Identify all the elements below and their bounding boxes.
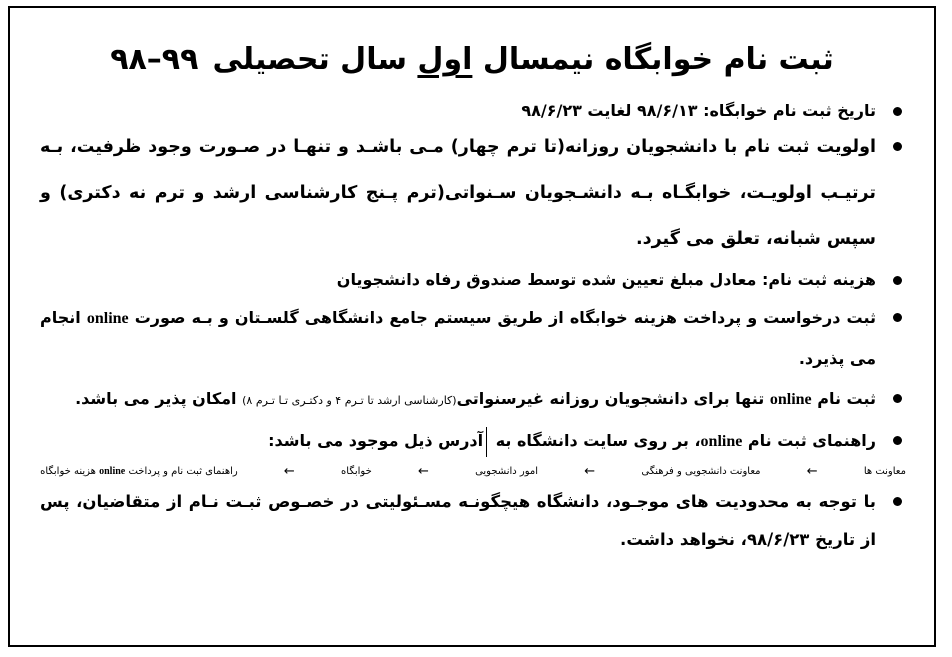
title-underlined-word: اول bbox=[417, 42, 473, 77]
item-text-before: راهنمای ثبت نام bbox=[742, 431, 876, 450]
item-text bbox=[40, 298, 876, 379]
item-text-after: امکان پذیر می باشد. bbox=[75, 389, 243, 408]
path-guide-text: راهنمای ثبت نام و پرداخت bbox=[128, 466, 238, 477]
path-step-deputies: معاونت ها bbox=[863, 466, 906, 477]
arrow-left-icon: ← bbox=[283, 464, 295, 479]
arrow-left-icon: ← bbox=[806, 464, 818, 479]
notice-frame bbox=[8, 6, 936, 647]
path-step-guide bbox=[40, 466, 238, 477]
list-item-registration-date bbox=[40, 98, 906, 124]
path-fee-text: هزینه خوابگاه bbox=[40, 466, 100, 477]
page-title bbox=[30, 38, 914, 88]
item-text-before: ثبت نام bbox=[811, 389, 876, 408]
item-text bbox=[40, 421, 876, 462]
online-word: online bbox=[700, 433, 743, 450]
title-part2: سال تحصیلی bbox=[212, 42, 418, 77]
path-step-student-affairs: امور دانشجویی bbox=[475, 466, 539, 477]
item-text-before: ثبت درخواست و پرداخت هزینه خوابگاه از طریق سیستم جامع دانشگاهی گلسـتان و بـه صورت bbox=[128, 308, 877, 327]
bullet-icon bbox=[893, 436, 902, 445]
item-text: با توجه به محدودیت های موجـود، دانشگاه هیچگونـه مسـئولیتی در خصـوص ثبـت نـام از متقاضیان، پس از تاریخ ۹۸/۶/۲۳، نخواهد داشت. bbox=[40, 492, 876, 549]
bullet-icon bbox=[893, 313, 902, 322]
item-text-after: آدرس ذیل موجود می باشد: bbox=[268, 431, 484, 450]
title-year: ۹۸–۹۹ bbox=[110, 42, 199, 77]
list-item-golestan bbox=[40, 298, 906, 379]
notice-content bbox=[40, 96, 906, 625]
arrow-left-icon: ← bbox=[417, 464, 429, 479]
list-item-guide bbox=[40, 421, 906, 462]
item-text: تاریخ ثبت نام خوابگاه: ۹۸/۶/۱۳ لغایت ۹۸/۶/۲۳ bbox=[521, 101, 876, 120]
list-item-priority bbox=[40, 124, 906, 262]
list-item-liability bbox=[40, 483, 906, 559]
item-text: اولویت ثبت نام با دانشجویان روزانه(تا ترم چهار) مـی باشـد و تنهـا در صـورت وجود ظرفیت، بـه ترتیـب اولویـت، خوابگـاه بـه دانشـجویان سـنواتی(ترم پـنج کارشناسی ارشد و ترم نه دکتری) و سپس شبانه، تعلق می گیرد. bbox=[40, 137, 876, 249]
online-word: online bbox=[769, 391, 812, 408]
item-text-mid: ، بر روی سایت دانشگاه به bbox=[490, 431, 701, 450]
item-small-note: (کارشناسی ارشد تا تـرم ۴ و دکتـری تـا تـرم ۸) bbox=[242, 394, 457, 407]
path-step-student-cultural: معاونت دانشجویی و فرهنگی bbox=[641, 466, 761, 477]
navigation-path bbox=[40, 464, 906, 479]
item-text-after: انجام می پذیرد. bbox=[40, 308, 876, 368]
item-text bbox=[40, 379, 876, 421]
path-step-dormitory: خوابگاه bbox=[341, 466, 372, 477]
bullet-icon bbox=[893, 107, 902, 116]
bullet-icon bbox=[893, 276, 902, 285]
list-item-online-eligibility bbox=[40, 379, 906, 421]
bullet-icon bbox=[893, 394, 902, 403]
item-text-mid: تنها برای دانشجویان روزانه غیرسنواتی bbox=[456, 389, 770, 408]
title-part1: ثبت نام خوابگاه نیمسال bbox=[472, 42, 834, 77]
bullet-icon bbox=[893, 497, 902, 506]
text-cursor bbox=[486, 427, 487, 457]
bullet-icon bbox=[893, 142, 902, 151]
list-item-fee bbox=[40, 262, 906, 298]
online-word: online bbox=[86, 310, 129, 327]
item-text: هزینه ثبت نام: معادل مبلغ تعیین شده توسط صندوق رفاه دانشجویان bbox=[336, 270, 876, 289]
arrow-left-icon: ← bbox=[584, 464, 596, 479]
path-online-word: online bbox=[99, 466, 126, 477]
